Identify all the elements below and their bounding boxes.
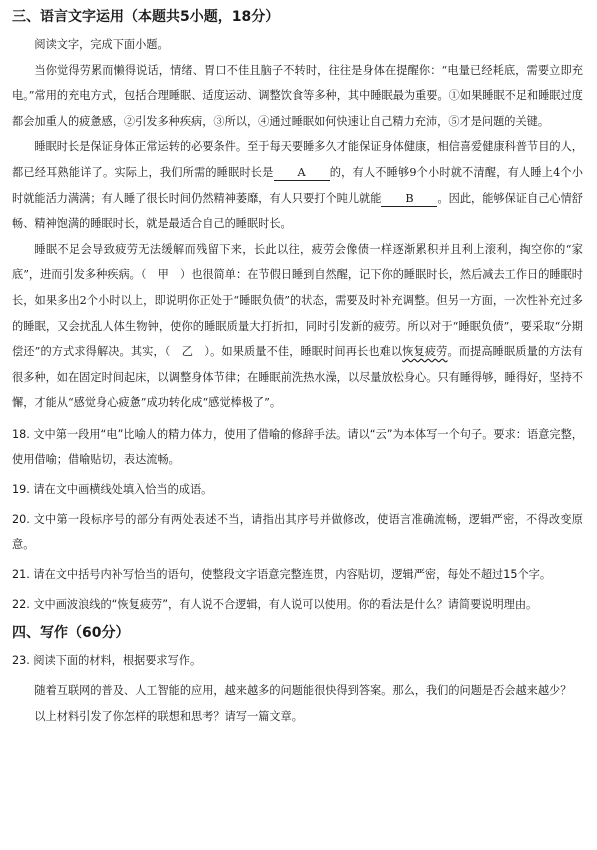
blank-b: B xyxy=(381,191,437,207)
passage-p3-part-2: 。而提高睡眠质量的方法有很多种，如在固定时间起床，以调整身体节律；在睡眠前洗热水澡，以尽量放松身心。只有睡得够，睡得好，坚持不懈，才能从“感觉身心疲惫”成功转化成“感觉棒极了”。 xyxy=(12,345,583,410)
question-22: 22. 文中画波浪线的“恢复疲劳”，有人说不合逻辑，有人说可以使用。你的看法是什么？请简要说明理由。 xyxy=(12,597,538,611)
question-18: 18. 文中第一段用“电”比喻人的精力体力，使用了借喻的修辞手法。请以“云”为本体写一个句子。要求：语意完整，使用借喻；借喻贴切，表达流畅。 xyxy=(12,427,583,466)
passage-p3-part-1: 睡眠不足会导致疲劳无法缓解而残留下来，长此以往，疲劳会像债一样逐渐累积并且利上滚利，掏空你的“家底”，进而引发多种疾病。（ 甲 ）也很简单：在节假日睡到自然醒，记下你的睡眠时长，然后减去工作日的睡眠时长，如果多出2个小时以上，即说明你正处于“睡眠负债”的状态，需要及时补充调整。但另一方面，一次性补充过多的睡眠，又会扰乱人体生物钟，使你的睡眠质量大打折扣，同时引发新的疲劳。所以对于“睡眠负债”，要采取“分期偿还”的方式求得解决。其实，（ 乙 ）。如果质量不佳，睡眠时间再长也难以 xyxy=(12,242,583,359)
question-19: 19. 请在文中画横线处填入恰当的成语。 xyxy=(12,482,213,496)
passage-paragraph-2 xyxy=(12,134,583,236)
section-3-title: 三、语言文字运用（本题共5小题，18分） xyxy=(12,9,280,25)
question-23: 23. 阅读下面的材料，根据要求写作。 xyxy=(12,653,202,667)
passage-paragraph-1: 当你觉得劳累而懒得说话，情绪、胃口不佳且脑子不转时，往往是身体在提醒你：“电量已经耗底，需要立即充电。”常用的充电方式，包括合理睡眠、适度运动、调整饮食等多种，其中睡眠最为重要。①如果睡眠不足和睡眠过度都会加重人的疲惫感，②引发多种疾病，③所以，④通过睡眠如何快速让自己精力充沛，⑤才是问题的关键。 xyxy=(12,63,583,128)
passage-p2-part-2: 的，有人不睡够9个小时就不清醒，有人睡上4个小时就能活力满满；有人睡了很长时间仍然精神萎靡，有人只要打个盹儿就能 xyxy=(12,165,583,205)
wavy-underlined-phrase: 恢复疲劳 xyxy=(402,345,448,359)
section-4-title: 四、写作（60分） xyxy=(12,624,130,641)
passage-paragraph-3 xyxy=(12,237,583,416)
reading-intro: 阅读文字，完成下面小题。 xyxy=(34,38,169,51)
question-21: 21. 请在文中括号内补写恰当的语句，使整段文字语意完整连贯，内容贴切，逻辑严密，每处不超过15个字。 xyxy=(12,567,552,581)
question-20: 20. 文中第一段标序号的部分有两处表述不当，请指出其序号并做修改，使语言准确流畅，逻辑严密，不得改变原意。 xyxy=(12,512,583,551)
passage-p2-part-1: 睡眠时长是保证身体正常运转的必要条件。至于每天要睡多久才能保证身体健康，相信喜爱健康科普节目的人，都已经耳熟能详了。实际上，我们所需的睡眠时长是 xyxy=(12,140,583,179)
writing-material: 随着互联网的普及、人工智能的应用，越来越多的问题能很快得到答案。那么，我们的问题是否会越来越少？ xyxy=(34,683,572,697)
blank-a: A xyxy=(274,165,330,181)
writing-prompt: 以上材料引发了你怎样的联想和思考？请写一篇文章。 xyxy=(34,709,303,723)
passage-p2-part-3: 。因此，能够保证自己心情舒畅、精神饱满的睡眠时长，就是最适合自己的睡眠时长。 xyxy=(12,191,583,231)
